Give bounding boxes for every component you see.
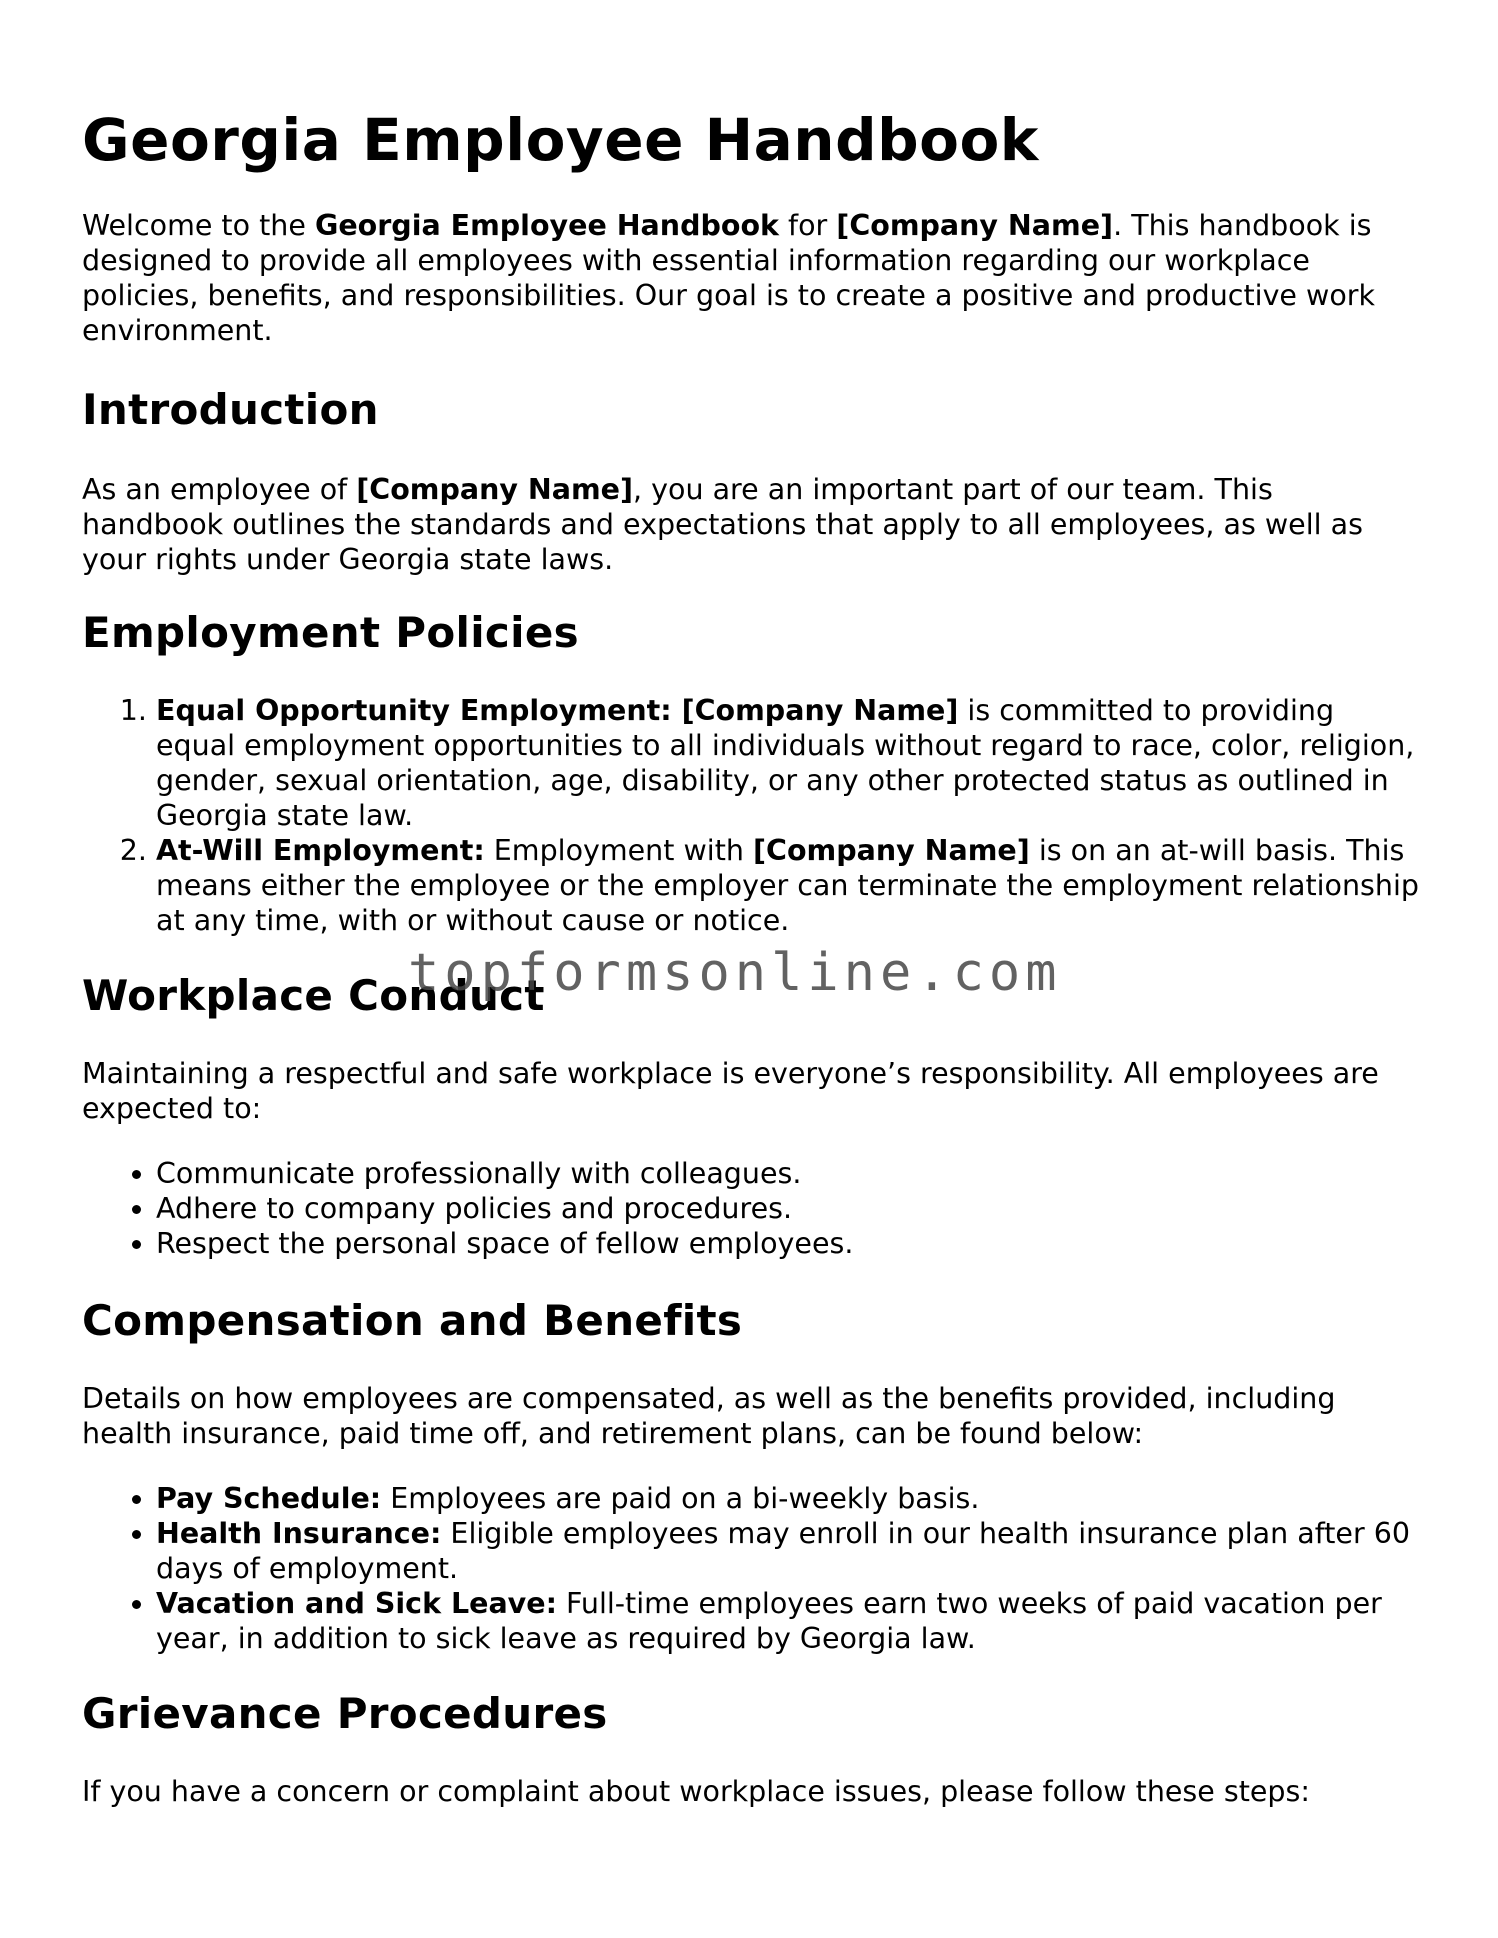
benefit-item-health-insurance: [156, 1516, 1422, 1586]
watermark: topformsonline.com: [408, 943, 1062, 1003]
compensation-heading: Compensation and Benefits: [82, 1296, 743, 1345]
policy-item-text: is on an at-will basis. This means either the employee or the employer can terminate the employment relationship at any time, with or without cause or notice.: [156, 834, 1419, 937]
list-item: • Respect the personal space of fellow employees.: [156, 1226, 1422, 1261]
benefit-item-label: Health Insurance:: [156, 1517, 442, 1550]
employment-policies-heading: Employment Policies: [82, 608, 579, 657]
list-item: • Communicate professionally with colleagues.: [156, 1156, 1422, 1191]
benefit-item-label: Vacation and Sick Leave:: [156, 1587, 557, 1620]
benefit-item-pay-schedule: [156, 1481, 1422, 1516]
compensation-list: [82, 1481, 1422, 1656]
benefit-item-text: Employees are paid on a bi-weekly basis.: [381, 1482, 980, 1515]
policy-item-equal-opportunity: [156, 693, 1422, 833]
policy-item-company-name: [Company Name]: [753, 834, 1030, 867]
policy-item-text: Employment with: [484, 834, 753, 867]
employment-policies-list: [82, 693, 1422, 938]
welcome-text-1: Welcome to the: [82, 209, 315, 242]
workplace-conduct-heading: Workplace Conduct: [82, 971, 545, 1020]
intro-company-name: [Company Name]: [356, 473, 634, 506]
welcome-handbook-name: Georgia Employee Handbook: [314, 209, 779, 242]
grievance-paragraph: If you have a concern or complaint about workplace issues, please follow these steps:: [82, 1775, 1310, 1808]
intro-text-2: , you are an important part of our team. This handbook outlines the standards and expectations that apply to all employees, as well as your rights under Georgia state laws.: [82, 473, 1363, 576]
benefit-item-vacation: [156, 1586, 1422, 1656]
policy-item-label: Equal Opportunity Employment: [Company Name]: [156, 694, 959, 727]
grievance-heading: Grievance Procedures: [82, 1689, 608, 1738]
welcome-paragraph: [82, 208, 1422, 348]
benefit-item-text: Full-time employees earn two weeks of paid vacation per year, in addition to sick leave as required by Georgia law.: [156, 1587, 1382, 1655]
intro-text-1: As an employee of: [82, 473, 357, 506]
document-page: [82, 0, 1422, 1809]
policy-item-at-will: [156, 833, 1422, 938]
workplace-conduct-list: [82, 1156, 1422, 1261]
welcome-text-3: . This handbook is designed to provide all employees with essential information regarding our workplace policies, benefits, and responsibilities. Our goal is to create a positive and productive work environment.: [82, 209, 1375, 347]
document-title: Georgia Employee Handbook: [82, 106, 1039, 174]
policy-item-label: At-Will Employment:: [156, 834, 485, 867]
welcome-text-2: for: [778, 209, 837, 242]
list-item: • Adhere to company policies and procedures.: [156, 1191, 1422, 1226]
welcome-company-name: [Company Name]: [836, 209, 1114, 242]
introduction-heading: Introduction: [82, 385, 379, 434]
compensation-paragraph: Details on how employees are compensated, as well as the benefits provided, including health insurance, paid time off, and retirement plans, can be found below:: [82, 1382, 1336, 1450]
benefit-item-label: Pay Schedule:: [156, 1482, 382, 1515]
workplace-conduct-paragraph: Maintaining a respectful and safe workplace is everyone’s responsibility. All employees are expected to:: [82, 1057, 1379, 1125]
policy-item-text: is committed to providing equal employment opportunities to all individuals without regard to race, color, religion, gender, sexual orientation, age, disability, or any other protected status as outlined in Georgia state law.: [156, 694, 1415, 832]
benefit-item-text: Eligible employees may enroll in our health insurance plan after 60 days of employment.: [156, 1517, 1410, 1585]
introduction-paragraph: [82, 472, 1422, 577]
